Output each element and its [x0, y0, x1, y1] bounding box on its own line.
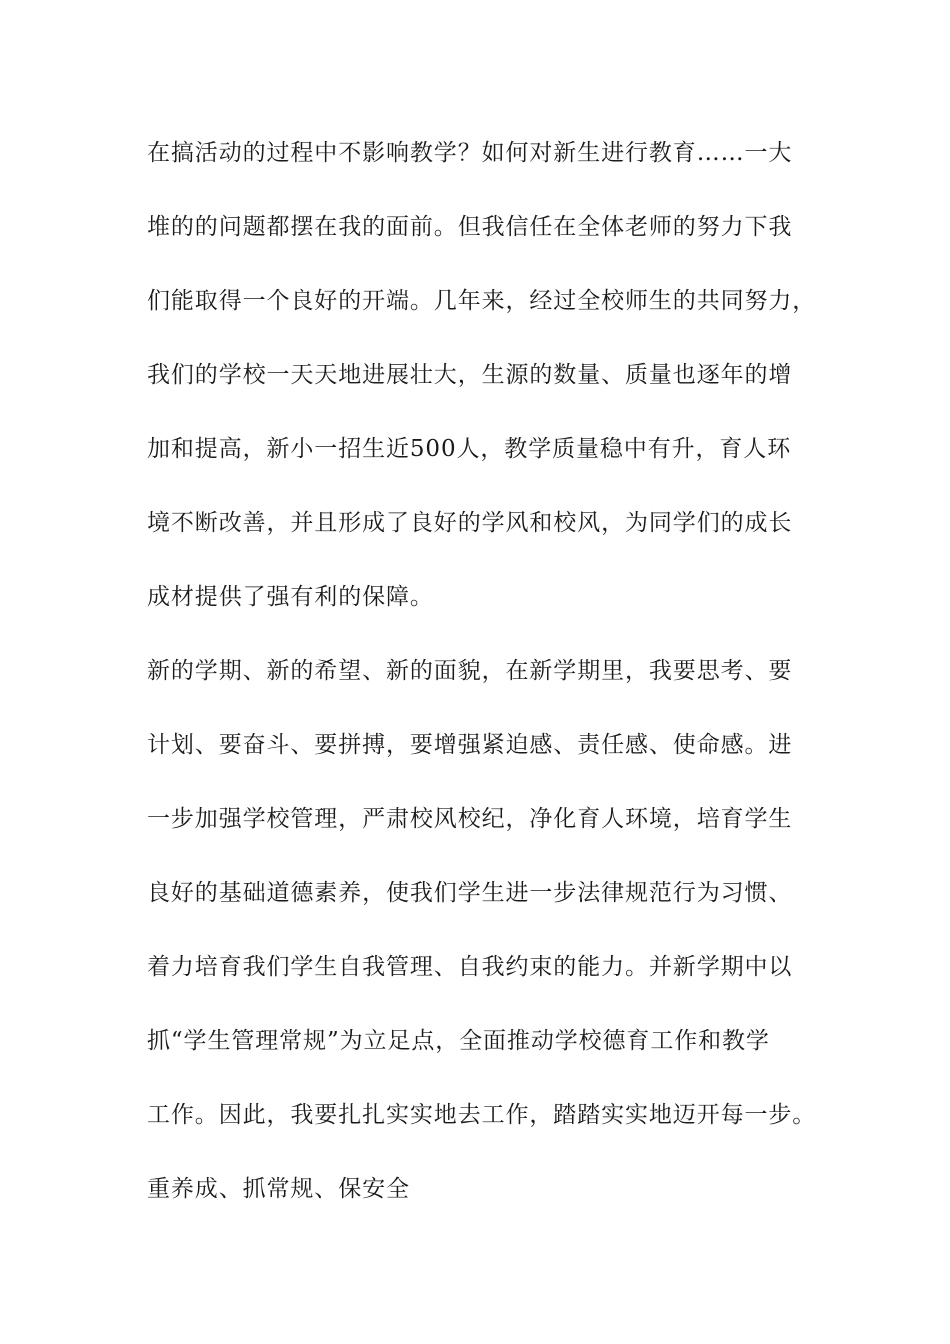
text-line: 计划、要奋斗、要拼搏，要增强紧迫感、责任感、使命感。进 [147, 732, 793, 758]
text-line: 工作。因此，我要扎扎实实地去工作，踏踏实实地迈开每一步。 [147, 1102, 817, 1128]
text-line: 堆的的问题都摆在我的面前。但我信任在全体老师的努力下我 [147, 214, 793, 240]
text-line: 们能取得一个良好的开端。几年来，经过全校师生的共同努力， [147, 288, 817, 314]
text-line: 成材提供了强有利的保障。 [147, 584, 434, 610]
text-line: 一步加强学校管理，严肃校风校纪，净化育人环境，培育学生 [147, 806, 793, 832]
text-line: 良好的基础道德素养，使我们学生进一步法律规范行为习惯、 [147, 880, 793, 906]
text-line: 加和提高，新小一招生近500人，教学质量稳中有升，育人环 [147, 436, 792, 462]
text-line: 在搞活动的过程中不影响教学？如何对新生进行教育……一大 [147, 140, 793, 166]
text-line: 境不断改善，并且形成了良好的学风和校风，为同学们的成长 [147, 510, 793, 536]
text-line: 重养成、抓常规、保安全 [147, 1176, 410, 1202]
text-line: 抓“学生管理常规”为立足点，全面推动学校德育工作和教学 [147, 1028, 770, 1054]
text-line: 新的学期、新的希望、新的面貌，在新学期里，我要思考、要 [147, 658, 793, 684]
text-line: 我们的学校一天天地进展壮大，生源的数量、质量也逐年的增 [147, 362, 793, 388]
text-line: 着力培育我们学生自我管理、自我约束的能力。并新学期中以 [147, 954, 793, 980]
